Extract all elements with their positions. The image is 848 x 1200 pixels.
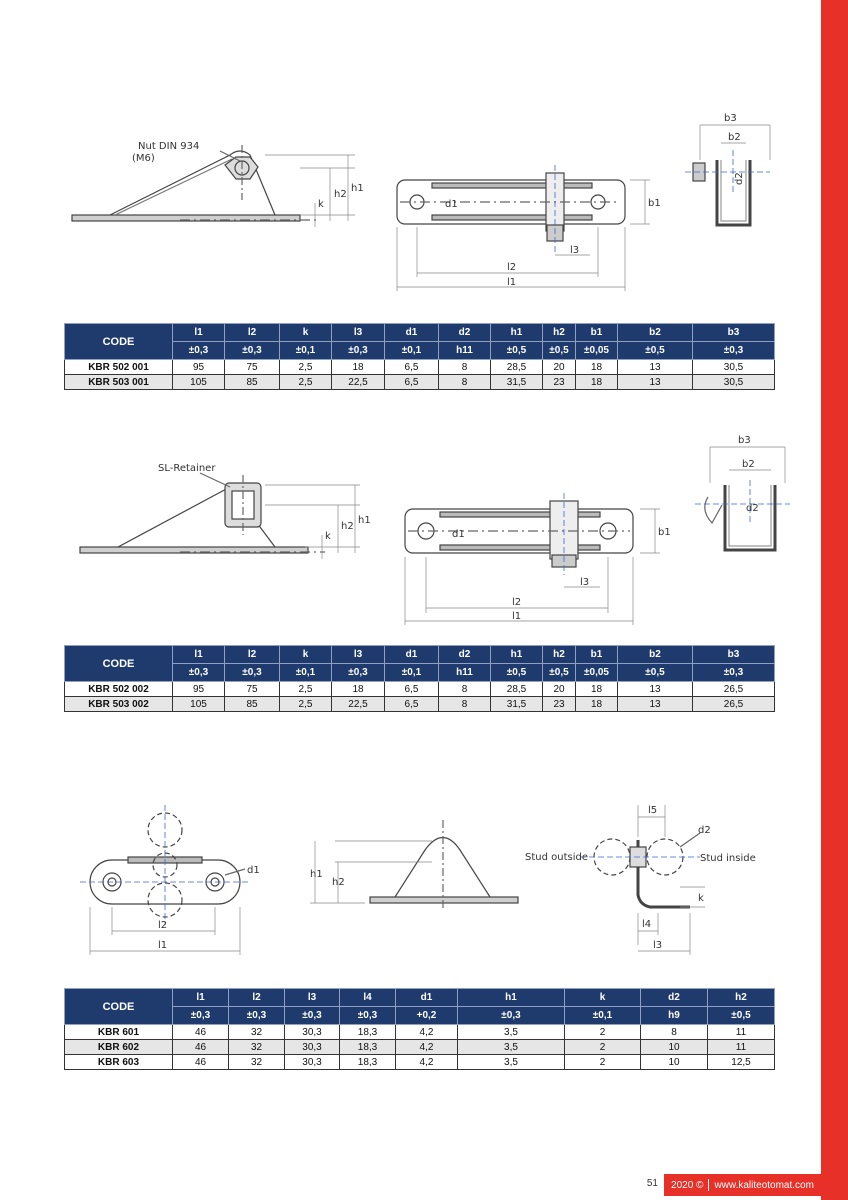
col-header: h2 <box>543 324 576 342</box>
cell: 4,2 <box>396 1055 458 1070</box>
col-header: b2 <box>618 324 693 342</box>
cell: 26,5 <box>693 697 775 712</box>
cell: 13 <box>618 360 693 375</box>
l1-label: l1 <box>507 277 517 288</box>
col-header: h1 <box>491 324 543 342</box>
table-row <box>65 1025 775 1040</box>
b2-label: b2 <box>742 459 755 470</box>
spec-table-kbr-50x-002 <box>64 645 775 712</box>
row-code: KBR 603 <box>65 1055 173 1070</box>
col-header: l3 <box>285 989 340 1007</box>
h1-label: h1 <box>358 515 371 526</box>
cell: 8 <box>439 360 491 375</box>
d2-label: d2 <box>734 172 745 185</box>
cell: 2,5 <box>280 697 332 712</box>
cell: 75 <box>225 360 280 375</box>
col-header: k <box>565 989 641 1007</box>
tolerance-cell: ±0,5 <box>543 342 576 360</box>
table-row <box>65 1040 775 1055</box>
cell: 20 <box>543 682 576 697</box>
b1-label: b1 <box>658 527 671 538</box>
spec-table-kbr-60x <box>64 988 775 1070</box>
cell: 2 <box>565 1025 641 1040</box>
cell: 11 <box>708 1025 775 1040</box>
cell: 85 <box>225 375 280 390</box>
red-side-strip <box>821 0 848 1200</box>
col-header: b3 <box>693 324 775 342</box>
h1-label: h1 <box>351 183 364 194</box>
col-header: b1 <box>576 324 618 342</box>
tolerance-cell: h9 <box>641 1007 708 1025</box>
row-code: KBR 602 <box>65 1040 173 1055</box>
cell: 2,5 <box>280 375 332 390</box>
tolerance-cell: h11 <box>439 342 491 360</box>
cell: 18,3 <box>340 1040 396 1055</box>
cell: 3,5 <box>458 1040 565 1055</box>
cell: 11 <box>708 1040 775 1055</box>
tolerance-cell: ±0,1 <box>565 1007 641 1025</box>
section1-drawings <box>60 105 800 305</box>
cell: 95 <box>173 360 225 375</box>
cell: 6,5 <box>385 682 439 697</box>
cell: 8 <box>439 375 491 390</box>
l1-label: l1 <box>512 611 522 622</box>
row-code: KBR 601 <box>65 1025 173 1040</box>
cell: 13 <box>618 682 693 697</box>
tolerance-cell: +0,2 <box>396 1007 458 1025</box>
tolerance-cell: ±0,5 <box>491 664 543 682</box>
col-header: l1 <box>173 324 225 342</box>
website-link[interactable]: www.kaliteotomat.com <box>714 1179 814 1191</box>
tolerance-cell: ±0,1 <box>280 342 332 360</box>
tolerance-cell: ±0,3 <box>173 342 225 360</box>
cell: 18 <box>576 682 618 697</box>
tolerance-cell: ±0,5 <box>491 342 543 360</box>
col-header: h2 <box>708 989 775 1007</box>
l2-label: l2 <box>158 920 168 931</box>
b3-label: b3 <box>738 435 751 446</box>
l2-label: l2 <box>512 597 522 608</box>
h2-label: h2 <box>334 189 347 200</box>
cell: 105 <box>173 697 225 712</box>
l2-label: l2 <box>507 262 517 273</box>
cell: 32 <box>229 1025 285 1040</box>
l3-label: l3 <box>570 245 580 256</box>
table-row <box>65 697 775 712</box>
col-header: k <box>280 646 332 664</box>
cell: 13 <box>618 697 693 712</box>
cell: 31,5 <box>491 375 543 390</box>
tolerance-cell: ±0,3 <box>173 664 225 682</box>
tolerance-cell: ±0,1 <box>385 342 439 360</box>
tolerance-cell: ±0,05 <box>576 342 618 360</box>
col-header: h2 <box>543 646 576 664</box>
cell: 13 <box>618 375 693 390</box>
cell: 2,5 <box>280 360 332 375</box>
cell: 8 <box>439 682 491 697</box>
tolerance-cell: ±0,3 <box>229 1007 285 1025</box>
cell: 3,5 <box>458 1055 565 1070</box>
k-label: k <box>698 893 704 904</box>
cell: 30,3 <box>285 1040 340 1055</box>
col-header: d1 <box>385 646 439 664</box>
cell: 8 <box>641 1025 708 1040</box>
footer-divider <box>708 1179 709 1191</box>
cell: 6,5 <box>385 375 439 390</box>
cell: 6,5 <box>385 697 439 712</box>
cell: 6,5 <box>385 360 439 375</box>
tolerance-cell: ±0,3 <box>332 342 385 360</box>
cell: 12,5 <box>708 1055 775 1070</box>
cell: 28,5 <box>491 682 543 697</box>
page-number: 51 <box>646 1178 658 1189</box>
col-header: l2 <box>225 324 280 342</box>
tolerance-cell: ±0,05 <box>576 664 618 682</box>
cell: 3,5 <box>458 1025 565 1040</box>
l3-label: l3 <box>653 940 663 951</box>
col-header: l3 <box>332 646 385 664</box>
row-code: KBR 502 002 <box>65 682 173 697</box>
stud-bracket-top-view <box>80 805 250 955</box>
copyright-year: 2020 © <box>671 1179 704 1191</box>
code-header: CODE <box>65 646 173 682</box>
tolerance-cell: ±0,3 <box>693 342 775 360</box>
cell: 30,5 <box>693 375 775 390</box>
d2-label: d2 <box>698 825 711 836</box>
cell: 32 <box>229 1040 285 1055</box>
cell: 26,5 <box>693 682 775 697</box>
cell: 30,3 <box>285 1055 340 1070</box>
tolerance-cell: ±0,3 <box>693 664 775 682</box>
cell: 23 <box>543 697 576 712</box>
col-header: k <box>280 324 332 342</box>
col-header: d2 <box>641 989 708 1007</box>
col-header: h1 <box>491 646 543 664</box>
col-header: h1 <box>458 989 565 1007</box>
cell: 10 <box>641 1055 708 1070</box>
retainer-label: SL-Retainer <box>158 463 216 474</box>
cell: 105 <box>173 375 225 390</box>
col-header: d2 <box>439 324 491 342</box>
tolerance-cell: ±0,3 <box>340 1007 396 1025</box>
cell: 46 <box>173 1055 229 1070</box>
b3-label: b3 <box>724 113 737 124</box>
cell: 22,5 <box>332 375 385 390</box>
cell: 20 <box>543 360 576 375</box>
d1-label: d1 <box>247 865 260 876</box>
l5-label: l5 <box>648 805 658 816</box>
nut-label: Nut DIN 934 <box>138 141 200 152</box>
table-row <box>65 375 775 390</box>
tolerance-cell: ±0,3 <box>225 664 280 682</box>
cell: 18 <box>576 697 618 712</box>
tolerance-cell: ±0,5 <box>543 664 576 682</box>
cell: 23 <box>543 375 576 390</box>
tolerance-cell: ±0,1 <box>280 664 332 682</box>
bracket-top-view <box>405 493 660 625</box>
bracket-top-view <box>397 165 650 291</box>
k-label: k <box>318 199 324 210</box>
cell: 2,5 <box>280 682 332 697</box>
row-code: KBR 503 002 <box>65 697 173 712</box>
tolerance-cell: ±0,5 <box>618 664 693 682</box>
b1-label: b1 <box>648 198 661 209</box>
h2-label: h2 <box>341 521 354 532</box>
col-header: d1 <box>396 989 458 1007</box>
tolerance-cell: ±0,3 <box>285 1007 340 1025</box>
d1-label: d1 <box>445 199 458 210</box>
d1-label: d1 <box>452 529 465 540</box>
tolerance-cell: h11 <box>439 664 491 682</box>
tolerance-cell: ±0,5 <box>618 342 693 360</box>
col-header: l3 <box>332 324 385 342</box>
stud-outside-label: Stud outside <box>525 852 588 863</box>
l4-label: l4 <box>642 919 652 930</box>
tolerance-cell: ±0,3 <box>225 342 280 360</box>
l1-label: l1 <box>158 940 168 951</box>
cell: 8 <box>439 697 491 712</box>
table-row <box>65 1055 775 1070</box>
cell: 28,5 <box>491 360 543 375</box>
cell: 18 <box>576 360 618 375</box>
cell: 30,5 <box>693 360 775 375</box>
cell: 30,3 <box>285 1025 340 1040</box>
col-header: b3 <box>693 646 775 664</box>
b2-label: b2 <box>728 132 741 143</box>
cell: 18,3 <box>340 1025 396 1040</box>
d2-label: d2 <box>746 503 759 514</box>
col-header: l2 <box>225 646 280 664</box>
cell: 2 <box>565 1040 641 1055</box>
col-header: b2 <box>618 646 693 664</box>
tolerance-cell: ±0,3 <box>173 1007 229 1025</box>
cell: 22,5 <box>332 697 385 712</box>
row-code: KBR 503 001 <box>65 375 173 390</box>
row-code: KBR 502 001 <box>65 360 173 375</box>
bracket-side-view <box>80 473 360 559</box>
cell: 31,5 <box>491 697 543 712</box>
h2-label: h2 <box>332 877 345 888</box>
tolerance-cell: ±0,3 <box>332 664 385 682</box>
cell: 46 <box>173 1025 229 1040</box>
stud-inside-label: Stud inside <box>700 853 756 864</box>
cell: 18 <box>332 360 385 375</box>
l3-label: l3 <box>580 577 590 588</box>
stud-bracket-end-view <box>580 805 705 955</box>
col-header: d1 <box>385 324 439 342</box>
cell: 2 <box>565 1055 641 1070</box>
col-header: l1 <box>173 989 229 1007</box>
col-header: b1 <box>576 646 618 664</box>
section2-drawings <box>60 425 800 630</box>
table-row <box>65 682 775 697</box>
k-label: k <box>325 531 331 542</box>
cell: 18,3 <box>340 1055 396 1070</box>
cell: 32 <box>229 1055 285 1070</box>
footer-bar <box>664 1174 821 1196</box>
cell: 95 <box>173 682 225 697</box>
col-header: l2 <box>229 989 285 1007</box>
table-row <box>65 360 775 375</box>
col-header: l1 <box>173 646 225 664</box>
cell: 18 <box>332 682 385 697</box>
cell: 18 <box>576 375 618 390</box>
cell: 4,2 <box>396 1040 458 1055</box>
cell: 10 <box>641 1040 708 1055</box>
cell: 46 <box>173 1040 229 1055</box>
tolerance-cell: ±0,5 <box>708 1007 775 1025</box>
bracket-side-view <box>72 145 355 227</box>
cell: 4,2 <box>396 1025 458 1040</box>
col-header: d2 <box>439 646 491 664</box>
cell: 75 <box>225 682 280 697</box>
h1-label: h1 <box>310 869 323 880</box>
section3-drawings <box>60 795 800 965</box>
code-header: CODE <box>65 324 173 360</box>
tolerance-cell: ±0,3 <box>458 1007 565 1025</box>
code-header: CODE <box>65 989 173 1025</box>
cell: 85 <box>225 697 280 712</box>
nut-size-label: (M6) <box>132 153 155 164</box>
spec-table-kbr-50x-001 <box>64 323 775 390</box>
stud-bracket-side-view <box>310 820 518 910</box>
col-header: l4 <box>340 989 396 1007</box>
tolerance-cell: ±0,1 <box>385 664 439 682</box>
